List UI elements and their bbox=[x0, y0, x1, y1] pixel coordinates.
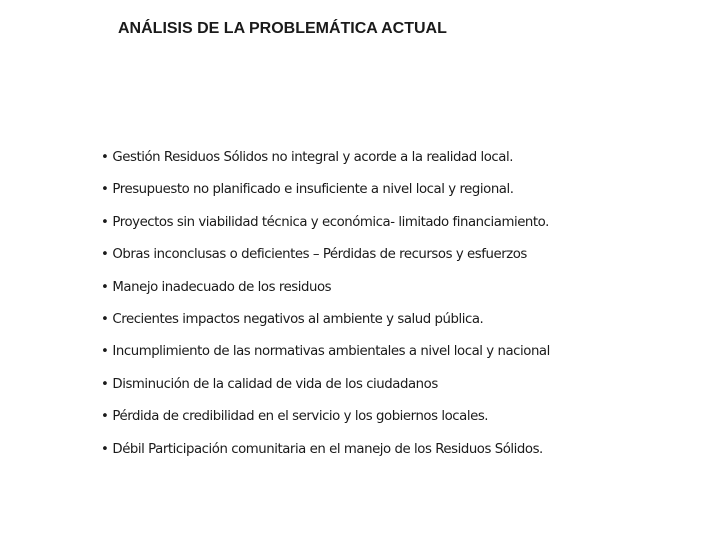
list-item bbox=[101, 180, 550, 212]
bullet-icon: • bbox=[101, 150, 109, 165]
bullet-icon: • bbox=[101, 214, 109, 230]
bullet-icon: • bbox=[101, 311, 109, 327]
bullet-list bbox=[101, 148, 550, 472]
list-item-text: Presupuesto no planificado e insuficiente a nivel local y regional. bbox=[112, 182, 514, 198]
list-item-text: Débil Participación comunitaria en el manejo de los Residuos Sólidos. bbox=[112, 441, 543, 457]
list-item bbox=[101, 440, 550, 472]
list-item-text: Obras inconclusas o deficientes – Pérdidas de recursos y esfuerzos bbox=[112, 247, 527, 263]
list-item-text: Disminución de la calidad de vida de los ciudadanos bbox=[112, 376, 438, 392]
bullet-icon: • bbox=[101, 409, 109, 425]
bullet-icon: • bbox=[101, 182, 109, 198]
list-item bbox=[101, 213, 550, 245]
list-item bbox=[101, 278, 550, 310]
list-item bbox=[101, 245, 550, 277]
list-item-text: Incumplimiento de las normativas ambientales a nivel local y nacional bbox=[112, 344, 550, 360]
list-item bbox=[101, 375, 550, 407]
list-item-text: Gestión Residuos Sólidos no integral y acorde a la realidad local. bbox=[112, 150, 513, 165]
list-item-text: Pérdida de credibilidad en el servicio y los gobiernos locales. bbox=[112, 409, 489, 425]
list-item-text: Manejo inadecuado de los residuos bbox=[112, 279, 332, 295]
list-item-text: Crecientes impactos negativos al ambiente y salud pública. bbox=[112, 311, 484, 327]
list-item bbox=[101, 310, 550, 342]
list-item-text: Proyectos sin viabilidad técnica y económica- limitado financiamiento. bbox=[112, 214, 549, 230]
bullet-icon: • bbox=[101, 344, 109, 360]
bullet-icon: • bbox=[101, 247, 109, 263]
bullet-icon: • bbox=[101, 441, 109, 457]
bullet-icon: • bbox=[101, 279, 109, 295]
slide-title: ANÁLISIS DE LA PROBLEMÁTICA ACTUAL bbox=[118, 20, 447, 37]
list-item bbox=[101, 148, 550, 180]
bullet-icon: • bbox=[101, 376, 109, 392]
list-item bbox=[101, 407, 550, 439]
list-item bbox=[101, 342, 550, 374]
